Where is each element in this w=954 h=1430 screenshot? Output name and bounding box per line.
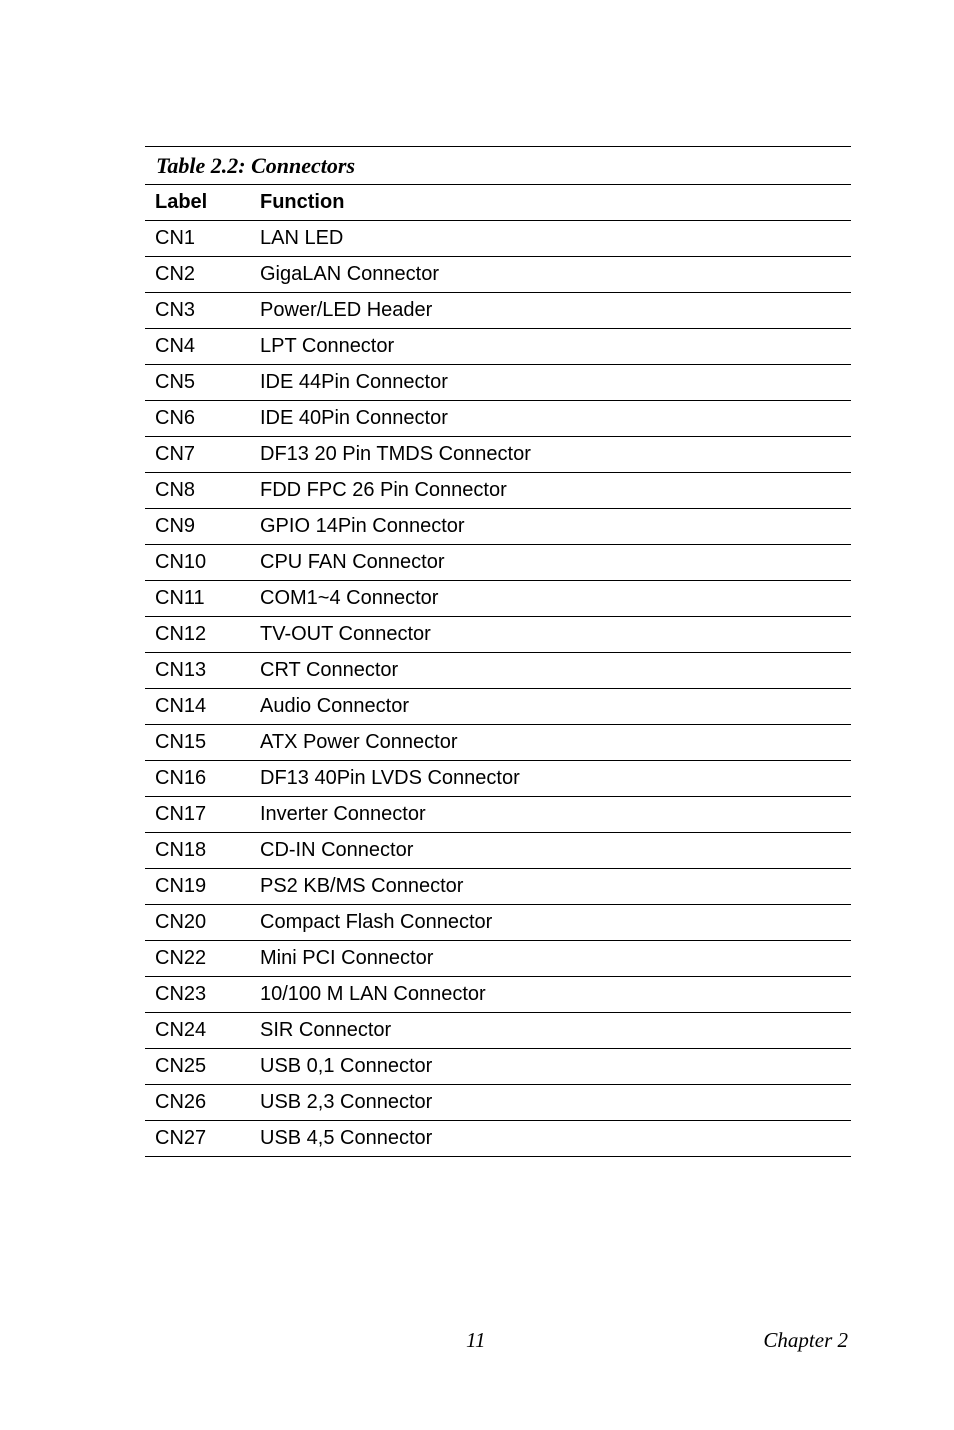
- table-row: [145, 941, 851, 977]
- row-label: CN1: [155, 227, 196, 249]
- row-label: CN11: [155, 587, 205, 609]
- row-function: LPT Connector: [260, 335, 395, 357]
- table-row: [145, 329, 851, 365]
- row-label: CN20: [155, 911, 207, 933]
- header-function: Function: [260, 191, 345, 213]
- row-function: USB 0,1 Connector: [260, 1055, 433, 1077]
- row-function: ATX Power Connector: [260, 731, 458, 753]
- row-label: CN9: [155, 515, 196, 537]
- row-label: CN3: [155, 299, 196, 321]
- table-row: [145, 689, 851, 725]
- row-function: Audio Connector: [260, 695, 409, 717]
- table-row: [145, 473, 851, 509]
- header-label: Label: [155, 191, 208, 213]
- table-row: [145, 1085, 851, 1121]
- row-label: CN18: [155, 839, 207, 861]
- table-row: [145, 761, 851, 797]
- table-row: [145, 365, 851, 401]
- row-label: CN23: [155, 983, 207, 1005]
- row-function: Power/LED Header: [260, 299, 433, 321]
- chapter-label: Chapter 2: [763, 1328, 848, 1352]
- row-label: CN19: [155, 875, 207, 897]
- row-label: CN13: [155, 659, 207, 681]
- table-caption: Table 2.2: Connectors: [145, 146, 851, 185]
- row-label: CN6: [155, 407, 196, 429]
- row-label: CN2: [155, 263, 196, 285]
- table-row: [145, 545, 851, 581]
- table-row: [145, 869, 851, 905]
- table-row: [145, 509, 851, 545]
- row-function: IDE 40Pin Connector: [260, 407, 448, 429]
- row-function: CRT Connector: [260, 659, 399, 681]
- row-label: CN22: [155, 947, 207, 969]
- row-function: DF13 20 Pin TMDS Connector: [260, 443, 531, 465]
- row-label: CN14: [155, 695, 207, 717]
- table-row: [145, 725, 851, 761]
- row-function: IDE 44Pin Connector: [260, 371, 448, 393]
- table-row: [145, 977, 851, 1013]
- row-label: CN8: [155, 479, 196, 501]
- table-row: [145, 257, 851, 293]
- table-row: [145, 221, 851, 257]
- row-label: CN15: [155, 731, 207, 753]
- row-function: LAN LED: [260, 227, 344, 249]
- row-function: COM1~4 Connector: [260, 587, 439, 609]
- row-function: CD-IN Connector: [260, 839, 414, 861]
- row-label: CN16: [155, 767, 207, 789]
- row-function: 10/100 M LAN Connector: [260, 983, 486, 1005]
- table-row: [145, 437, 851, 473]
- table-row: [145, 1013, 851, 1049]
- row-label: CN25: [155, 1055, 207, 1077]
- table-row: [145, 653, 851, 689]
- table-row: [145, 401, 851, 437]
- row-label: CN17: [155, 803, 207, 825]
- row-label: CN7: [155, 443, 196, 465]
- row-function: PS2 KB/MS Connector: [260, 875, 464, 897]
- row-label: CN10: [155, 551, 207, 573]
- row-label: CN24: [155, 1019, 207, 1041]
- table-row: [145, 581, 851, 617]
- table-row: [145, 833, 851, 869]
- row-function: DF13 40Pin LVDS Connector: [260, 767, 520, 789]
- table-header-row: [145, 185, 851, 221]
- table-body: [145, 221, 851, 1157]
- row-function: Mini PCI Connector: [260, 947, 434, 969]
- table-row: [145, 617, 851, 653]
- row-function: GPIO 14Pin Connector: [260, 515, 465, 537]
- row-label: CN4: [155, 335, 196, 357]
- page-number: 11: [466, 1328, 486, 1352]
- row-label: CN26: [155, 1091, 207, 1113]
- row-function: USB 4,5 Connector: [260, 1127, 433, 1149]
- table-row: [145, 1121, 851, 1157]
- row-label: CN27: [155, 1127, 207, 1149]
- row-function: TV-OUT Connector: [260, 623, 431, 645]
- row-function: Compact Flash Connector: [260, 911, 493, 933]
- table-row: [145, 905, 851, 941]
- row-label: CN5: [155, 371, 196, 393]
- connectors-table: [145, 146, 851, 1157]
- table-row: [145, 797, 851, 833]
- row-function: GigaLAN Connector: [260, 263, 439, 285]
- row-function: USB 2,3 Connector: [260, 1091, 433, 1113]
- table-row: [145, 1049, 851, 1085]
- table-row: [145, 293, 851, 329]
- row-function: SIR Connector: [260, 1019, 392, 1041]
- row-function: FDD FPC 26 Pin Connector: [260, 479, 507, 501]
- row-function: CPU FAN Connector: [260, 551, 445, 573]
- row-label: CN12: [155, 623, 207, 645]
- row-function: Inverter Connector: [260, 803, 426, 825]
